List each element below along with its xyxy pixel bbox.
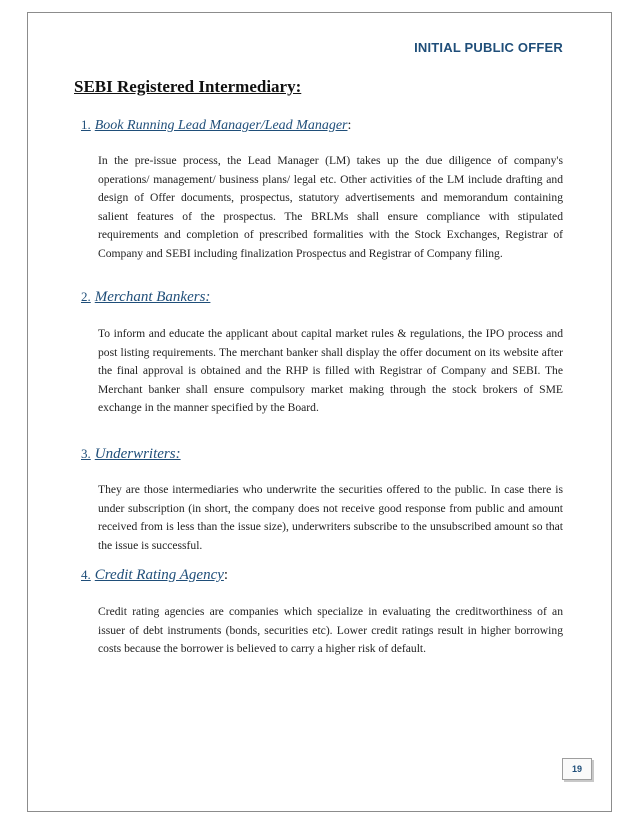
item-title: Underwriters: [94,446,181,462]
header-title: INITIAL PUBLIC OFFER [414,40,563,55]
item-heading-merchant-bankers [81,289,210,306]
item-suffix: : [347,118,352,133]
section-title: SEBI Registered Intermediary: [74,77,302,96]
item-heading-lead-manager [81,117,351,134]
item-title: Book Running Lead Manager/Lead Manager [94,118,348,133]
item-heading-underwriters [81,446,181,463]
page-number: 19 [562,758,592,780]
item-body-credit-rating: Credit rating agencies are companies which specialize in evaluating the creditworthiness of an issuer of debt instruments (bonds, securities etc). Lower credit ratings result in higher borrowing costs because the borrower is believed to carry a higher risk of default. [98,605,563,655]
item-number: 1. [81,117,91,132]
item-body-merchant-bankers: To inform and educate the applicant about capital market rules & regulations, the IPO process and post listing requirements. The merchant banker shall display the offer document on its website after the final approval is obtained and the RHP is filled with Registrar of Company and SEBI. The Merchant banker shall ensure compulsory market making through the stock brokers of SME exchange in the manner specified by the Board. [98,327,563,414]
item-number: 4. [81,567,91,582]
item-heading-credit-rating [81,567,228,584]
item-number: 2. [81,289,91,304]
item-number: 3. [81,446,91,461]
item-body-lead-manager: In the pre-issue process, the Lead Manager (LM) takes up the due diligence of company's operations/ management/ business plans/ legal etc. Other activities of the LM include drafting and design of Offer documents, prospectus, statutory advertisements and memorandum containing salient features of the prospectus. The BRLMs shall ensure compliance with stipulated requirements and completion of prescribed formalities with the Stock Exchanges, Registrar of Company and SEBI including finalization Prospectus and Registrar of Company filing. [98,154,563,260]
item-suffix: : [223,567,229,583]
item-body-underwriters: They are those intermediaries who underwrite the securities offered to the public. In case there is under subscription (in short, the company does not receive good response from public and amount received from is less than the issue size), underwriters subscribe to the unsubscribed amount so that the issue is successful. [98,483,563,552]
item-title: Credit Rating Agency [94,567,224,583]
item-title: Merchant Bankers: [94,289,211,305]
